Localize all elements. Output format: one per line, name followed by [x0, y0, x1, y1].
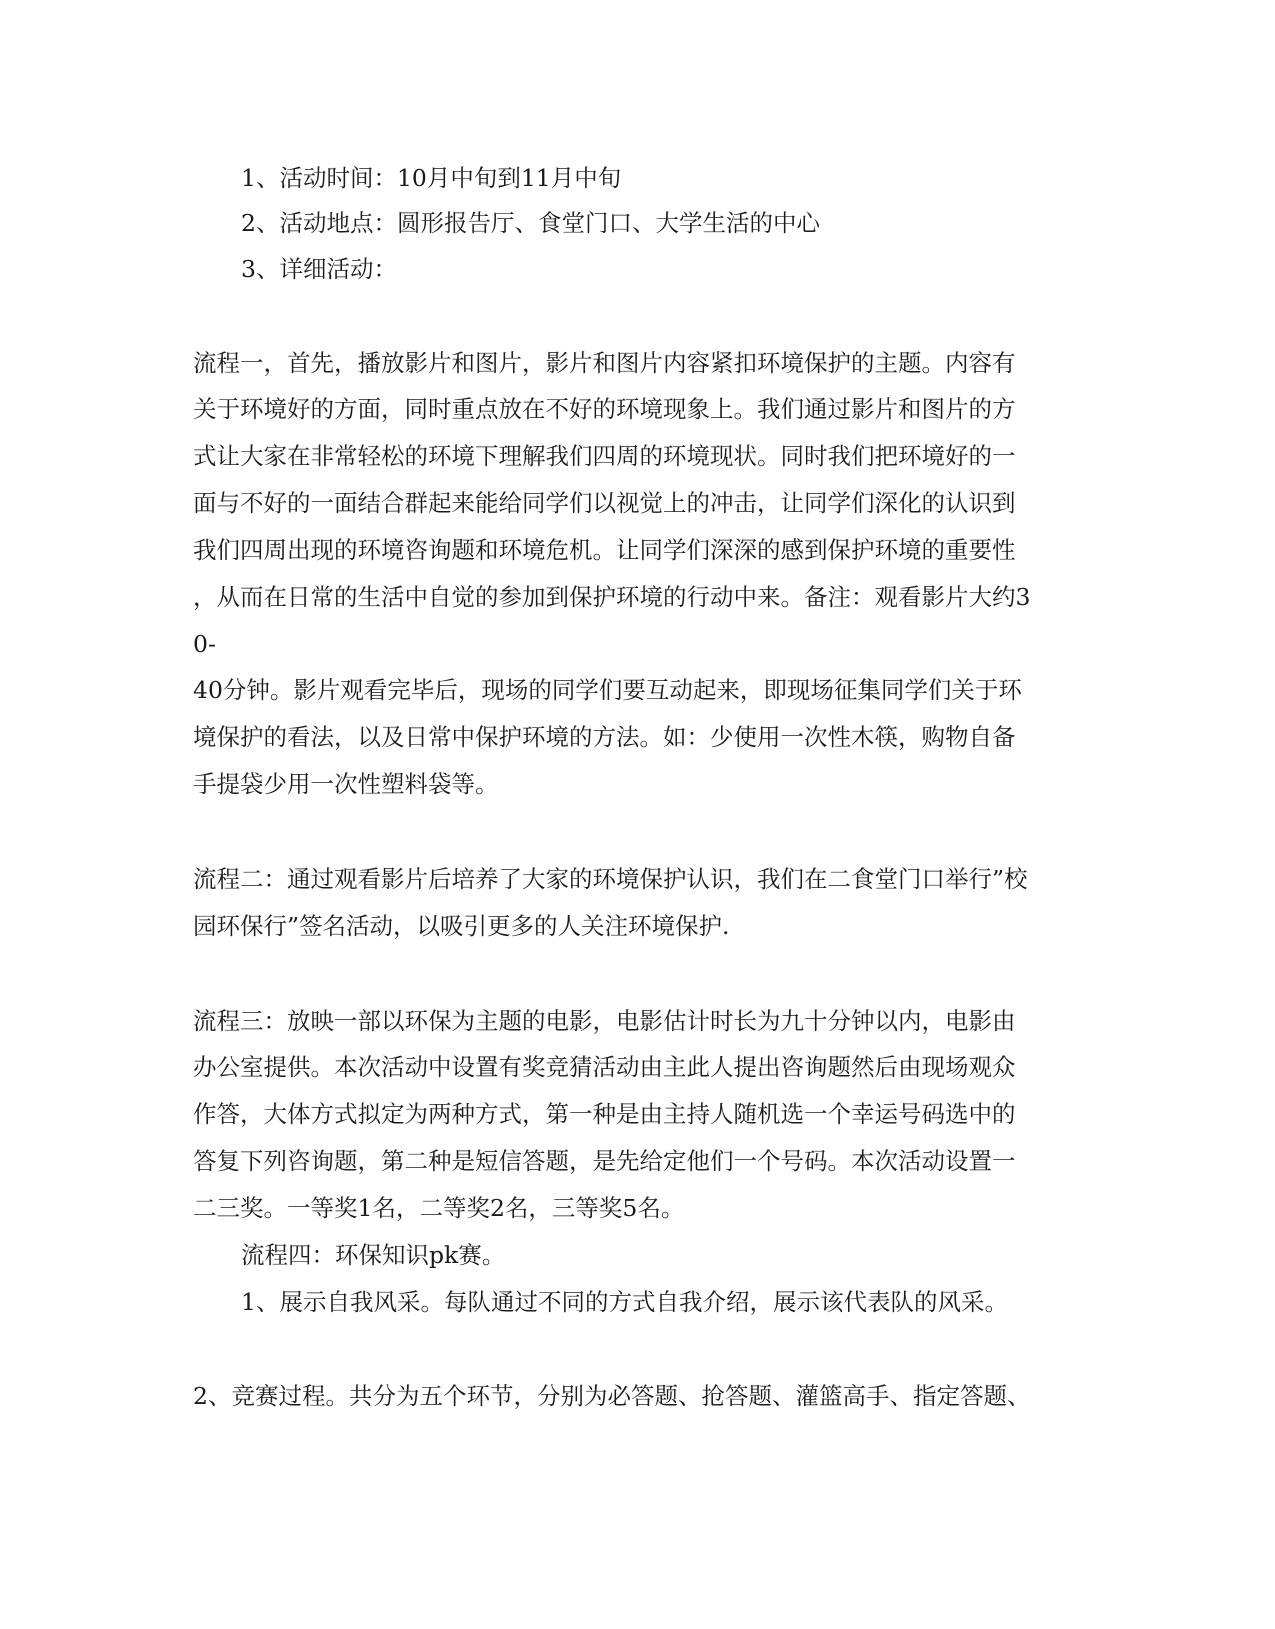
text-line: 办公室提供。本次活动中设置有奖竞猜活动由主此人提出咨询题然后由现场观众 [193, 1053, 1016, 1081]
text-line: 二三奖。一等奖1名，二等奖2名，三等奖5名。 [193, 1194, 685, 1222]
flow-four-item-two: 2、竞赛过程。共分为五个环节，分别为必答题、抢答题、灌篮高手、指定答题、 [193, 1382, 1031, 1410]
activity-detail-line: 3、详细活动： [241, 255, 397, 283]
flow-four-item-one: 1、展示自我风采。每队通过不同的方式自我介绍，展示该代表队的风采。 [241, 1288, 1008, 1316]
activity-time-line: 1、活动时间：10月中旬到11月中旬 [241, 164, 622, 192]
text-line: 我们四周出现的环境咨询题和环境危机。让同学们深深的感到保护环境的重要性 [193, 536, 1016, 564]
text-line: 关于环境好的方面，同时重点放在不好的环境现象上。我们通过影片和图片的方 [193, 395, 1016, 423]
text-line: 式让大家在非常轻松的环境下理解我们四周的环境现状。同时我们把环境好的一 [193, 442, 1016, 470]
text-line: 40分钟。影片观看完毕后，现场的同学们要互动起来，即现场征集同学们关于环 [193, 676, 1022, 704]
text-line: 答复下列咨询题，第二种是短信答题，是先给定他们一个号码。本次活动设置一 [193, 1147, 1016, 1175]
text-line: 0- [193, 630, 216, 658]
text-line: 境保护的看法，以及日常中保护环境的方法。如：少使用一次性木筷，购物自备 [193, 723, 1016, 751]
flow-four-title: 流程四：环保知识pk赛。 [241, 1241, 506, 1269]
text-line: 流程一，首先，播放影片和图片，影片和图片内容紧扣环境保护的主题。内容有 [193, 349, 1016, 377]
text-line: 流程二：通过观看影片后培养了大家的环境保护认识，我们在二食堂门口举行”校 [193, 865, 1028, 893]
activity-place-line: 2、活动地点：圆形报告厅、食堂门口、大学生活的中心 [241, 209, 820, 237]
text-line: 流程三：放映一部以环保为主题的电影，电影估计时长为九十分钟以内，电影由 [193, 1007, 1016, 1035]
text-line: 手提袋少用一次性塑料袋等。 [193, 770, 499, 798]
text-line: 作答，大体方式拟定为两种方式，第一种是由主持人随机选一个幸运号码选中的 [193, 1100, 1016, 1128]
text-line: ，从而在日常的生活中自觉的参加到保护环境的行动中来。备注：观看影片大约3 [193, 583, 1031, 611]
text-line: 面与不好的一面结合群起来能给同学们以视觉上的冲击，让同学们深化的认识到 [193, 489, 1016, 517]
text-line: 园环保行”签名活动，以吸引更多的人关注环境保护. [193, 912, 730, 940]
